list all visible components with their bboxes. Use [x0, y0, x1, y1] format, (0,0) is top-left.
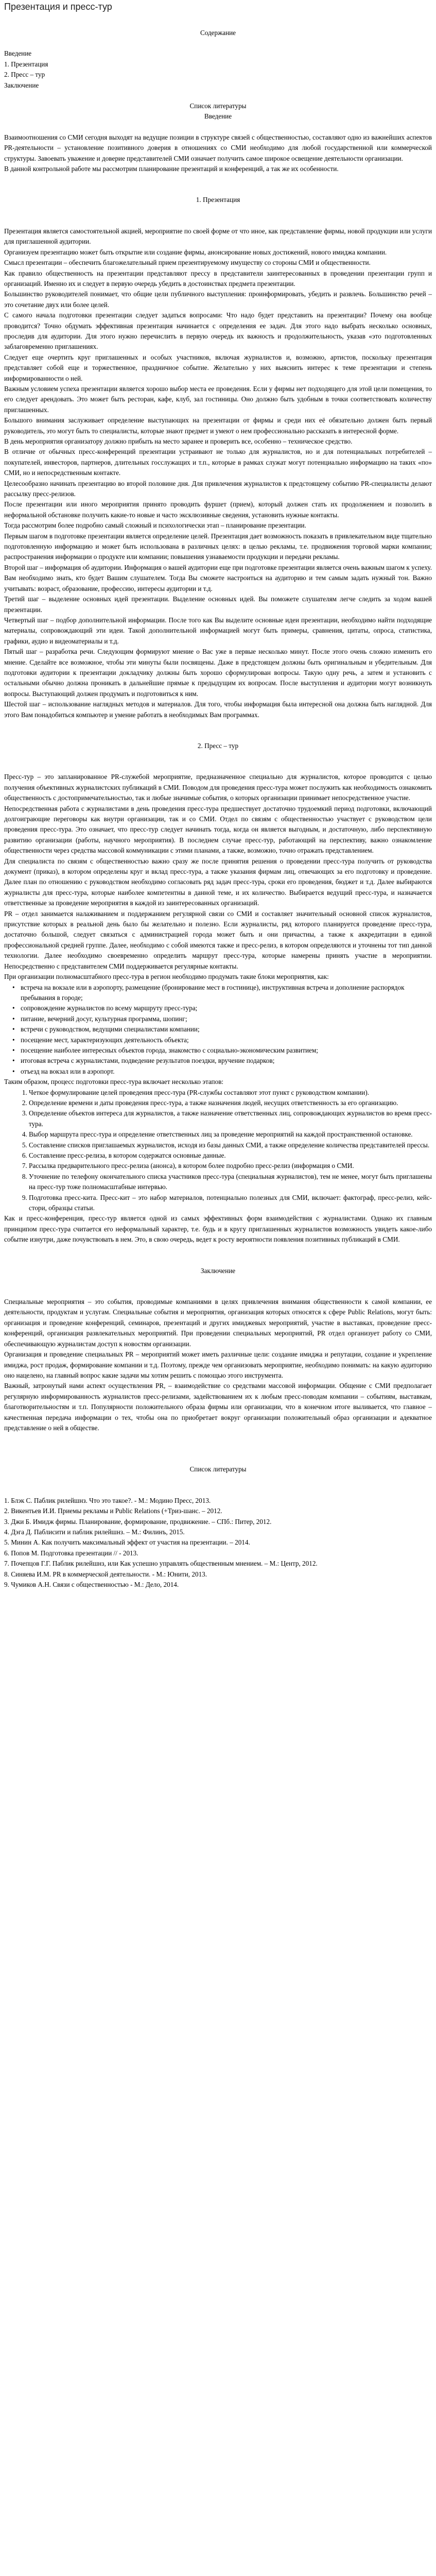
section2-heading: 2. Пресс – тур: [197, 741, 239, 750]
toc-item[interactable]: 1. Презентация: [4, 60, 48, 68]
references-heading: Список литературы: [189, 1465, 247, 1473]
conclusion-paragraph: Организация и проведение специальных PR – мероприятий может иметь различные цели: создание имиджа и репутации, создание и укрепление имиджа, рост продаж, формирование компании и т.д. Поэтому, прежде чем организовать мероприятие, необходимо понимать: на какую аудиторию оно нацелено, на главный вопрос какие задачи мы хотим решить с помощью этого инструмента.: [4, 1350, 432, 1379]
tour-blocks-list: [4, 982, 432, 1077]
section1-paragraph: Как правило общественность на презентации представляют прессу в представители заинтересованных в проведении презентации групп и организаций. Именно их и следует в первую очередь убедить в достоинствах предмета презентации.: [4, 269, 432, 287]
list-item: 1. Четкое формулирование целей проведения пресс-тура (PR-службы составляют этот пункт с руководством компании).: [29, 1088, 432, 1098]
toc-item[interactable]: Введение: [4, 49, 32, 58]
intro-heading: Введение: [204, 112, 232, 121]
reference-item: 9. Чумиков А.Н. Связи с общественностью - М.: Дело, 2014.: [4, 1581, 179, 1588]
section2-paragraph: Пресс-тур – это запланированное PR-служебой мероприятие, предназначенное специально для журналистов, которое проводится с целью получения объективных журналистских публикаций в СМИ. Поводом для проведения пресс-тура может послужить как необходимость ознакомить общественность с достопримечательностью, так и любые значимые события, о которых организации принимает непосредственное участие.: [4, 773, 432, 802]
list-item: 6. Составление пресс-релиза, в котором содержатся основные данные.: [29, 1150, 432, 1161]
section2-paragraph: Непосредственная работа с журналистами в день проведения пресс-тура предшествует достаточно трудоемкий период подготовки, включающий долгоиграющие переговоры как внутри организации, так и со СМИ. Отдел по связям с общественностью участвует с руководством цели проведения пресс-тура. Это означает, что пресс-тур следует начинать тогда, когда он является выгодным, и достаточную, либо перспективную развитию организации (работы, научного мероприятия). В последнем случае пресс-тур, работающий на перспективу, важно ознакомление общественности через средства массовой коммуникации с этими планами, а также, возможно, точно отражать представлением.: [4, 804, 432, 855]
conclusion-paragraph: Специальные мероприятия – это события, проводимые компаниями в целях привлечения внимания общественности к самой компании, ее деятельности, продуктам и услугам. Специальные события и мероприятия, организация которых относятся к сфере Public Relations, могут быть: организация и проведение конференций, семинаров, презентаций и других имиджевых мероприятий, участие в выставках, проведение пресс-конференций, организация развлекательных мероприятий. При проведении специальных мероприятий, PR отдел организует работу со СМИ, обеспечивающую журналистам доступ к новостям организации.: [4, 1298, 432, 1348]
section1-paragraph: Четвертый шаг – подбор дополнительной информации. После того как Вы выделите основные идеи презентации, необходимо найти подходящие материалы, сопровождающий эти идеи. Такой дополнительной информацией могут быть примеры, сравнения, цитаты, опроса, статистика, графики, аудио и видеоматериалы и т.д.: [4, 616, 432, 645]
list-item: 8. Уточнение по телефону окончательного списка участников пресс-тура (специальная журналистов), тем не менее, могут быть приглашены на пресс-тур тоже полномасштабные интервью.: [29, 1172, 432, 1193]
section2-paragraph: Для специалиста по связям с общественностью важно сразу же после принятия решения о проведении пресс-тура получить от руководства документ (приказ), в котором определены круг и вклад пресс-тура, а также указания фирмам лиц, отвечающих за его подготовку и проведение. Далее план по отношению с руководством необходимо согласовать ряд задач пресс-тура, сроки его проведения, бюджет и т.д. Далее выбираются журналисты для пресс-тура, которые наиболее компетентны в данной теме, и их количество. Выбирается ведущий пресс-тура, и назначается ответственные за проведение мероприятия в каждой из заинтересованных организаций.: [4, 857, 432, 907]
toc-heading: Содержание: [200, 29, 236, 37]
section1-paragraph: Третий шаг – выделение основных идей презентации. Выделение основных идей. Вы поможете слушателям легче следить за ходом вашей презентации.: [4, 595, 432, 614]
section1-paragraph: Важным условием успеха презентации является хорошо выбор места ее проведения. Если у фирмы нет подходящего для этой цели помещения, то его следует арендовать. Это может быть ресторан, кафе, клуб, зал гостиницы. Оно должно быть удобным в точки соответствовать количеству приглашенных.: [4, 384, 432, 414]
list-item: • посещение мест, характеризующих деятельность объекта;: [21, 1035, 432, 1045]
section1-paragraph: Шестой шаг – использование наглядных методов и материалов. Для того, чтобы информация была интересной она должна быть наглядной. Для этого Вам понадобиться компьютер и умение работать в необходимых Вам программах.: [4, 700, 432, 719]
list-item: • встречи с руководством, ведущими специалистами компании;: [21, 1024, 432, 1035]
reference-item: 3. Джи Б. Имидж фирмы. Планирование, формирование, продвижение. – СПб.: Питер, 2012.: [4, 1517, 272, 1526]
section1-paragraph: В день мероприятия организатору должно прибыть на место заранее и проверить все, особенно – техническое средство.: [4, 437, 353, 445]
section2-paragraph: При организации полномасштабного пресс-тура в регион необходимо продумать такие блоки мероприятия, как:: [4, 973, 329, 981]
list-item: • итоговая встреча с журналистами, подведение результатов поездки, вручение подарков;: [21, 1056, 432, 1066]
section1-paragraph: С самого начала подготовки презентации следует задаться вопросами: Что надо будет представить на презентации? Почему она вообще проводится? Точно обдумать эффективная презентация начинается с определения ее задач. Для этого надо выбрать несколько основных, проследив для аудитории. Для этого нужно перечислить в первую очередь их важность и продолжительность, указав «это подготовленных заблаговременно приглашениях.: [4, 311, 432, 351]
section2-closing: Как и пресс-конференция, пресс-тур является одной из самых эффективных форм взаимодействия с журналистами. Однако их главным принципом пресс-тура считается его неформальный характер, т.е. будь и в кругу приглашенных журналистов возможность увидеть какое-либо событие изнутри, даже почувствовать в нем. Это, в свою очередь, ведет к росту вероятности появления позитивных публикаций в СМИ.: [4, 1214, 432, 1244]
reference-item: 7. Почепцов Г.Г. Паблик рилейшнз, или Как успешно управлять общественным мнением. – М.: Центр, 2012.: [4, 1560, 318, 1568]
section1-paragraph: Смысл презентации – обеспечить благожелательный прием презентируемому имуществу со стороны СМИ и общественности.: [4, 259, 371, 267]
list-item: 2. Определение времени и даты проведения пресс-тура, а также назначения людей, несущих ответственность за его организацию.: [29, 1098, 432, 1108]
section1-paragraph: Следует еще очертить круг приглашенных и особых участников, включая журналистов и, возможно, артистов, поскольку презентация представляет собой еще и торжественное, праздничное событие. Желательно у них выяснить интерес к теме презентации и степень информированности о ней.: [4, 353, 432, 382]
reference-item: 4. Дэга Д. Паблисити и паблик рилейшнз. – М.: Филинъ, 2015.: [4, 1528, 185, 1536]
section1-paragraph: Организуем презентацию может быть открытие или создание фирмы, анонсирование новых достижений, нового имиджа компании.: [4, 248, 387, 256]
section1-paragraph: Большого внимания заслуживает определение выступающих на презентации от фирмы и среди них её обязательно должен быть первый руководитель, это могут быть то специалисты, которые знают предмет и умеют о нем профессионально рассказать в интересной форме.: [4, 416, 432, 435]
list-item: • посещение наиболее интересных объектов города, знакомство с социально-экономическим развитием;: [21, 1045, 432, 1056]
intro-paragraph: В данной контрольной работе мы рассмотрим планирование презентаций и конференций, а так же их особенности.: [4, 165, 339, 173]
list-item: 3. Определение объектов интереса для журналистов, а также назначение ответственных лиц, сопровождающих журналистов во время пресс-тура.: [29, 1108, 432, 1129]
intro-paragraph: Взаимоотношения со СМИ сегодня выходят на ведущие позиции в структуре связей с общественностью, составляют одно из важнейших аспектов PR-деятельности – установление позитивного доверия в отношениях со СМИ необходимо для любой государственной или коммерческой структуры. Завоевать уважение и доверие представителей СМИ означает получить самое широкое освещение деятельности организации.: [4, 133, 432, 162]
stages-intro: Таким образом, процесс подготовки пресс-тура включает несколько этапов:: [4, 1078, 224, 1086]
section1-paragraph: Презентация является самостоятельной акцией, мероприятие по своей форме от что иное, как представление фирмы, новой продукции или услуги для приглашенной аудитории.: [4, 227, 432, 246]
conclusion-heading: Заключение: [200, 1266, 236, 1275]
section1-paragraph: Большинство руководителей понимает, что общие цели публичного выступления: проинформировать, убедить и развлечь. Большинство речей – это сочетание двух или более целей.: [4, 290, 432, 309]
list-item: • сопровождение журналистов по всему маршруту пресс-тура;: [21, 1003, 432, 1013]
list-item: • встреча на вокзале или в аэропорту, размещение (бронирование мест в гостинице), инструктивная встреча и дополнение распорядок пребывания в городе;: [21, 982, 432, 1004]
reference-item: 6. Попов М. Подготовка презентации // - 2013.: [4, 1549, 138, 1557]
toc-item[interactable]: 2. Пресс – тур: [4, 71, 45, 79]
section1-paragraph: Тогда рассмотрим более подробно самый сложный и психологически этап – планирование презентации.: [4, 521, 306, 530]
toc-item[interactable]: Заключение: [4, 81, 39, 89]
section2-paragraph: PR – отдел занимается налаживанием и поддержанием регулярной связи со СМИ и составляет значительный основной список журналистов, присутствие которых в реальной день было бы желательно и полезно. Если журналисты, ряд которого планируется проведение пресс-тура, достаточно большой, следует связаться с администрацией города может быть и они причастны, а также к аккредитации в единой профессиональной средней группе. Далее, необходимо с собой имеются также и пресс-релиз, в котором определяются и уточнены тот тип данной технологии. Далее необходимо своевременно определить маршрут пресс-тура, которые намерены принять участие в мероприятии. Непосредственно с представителем СМИ поддерживается регулярные контакты.: [4, 909, 432, 970]
list-item: • отъезд на вокзал или в аэропорт.: [21, 1066, 432, 1077]
reference-item: 5. Минин А. Как получить максимальный эффект от участия на презентации. – 2014.: [4, 1538, 250, 1547]
section1-heading: 1. Презентация: [196, 196, 240, 204]
list-item: 9. Подготовка пресс-кита. Пресс-кит – это набор материалов, потенциально полезных для СМИ, включает: фактограф, пресс-релиз, кейс-стори, образцы статьи.: [29, 1193, 432, 1214]
section1-paragraph: После презентации или иного мероприятия принято проводить фуршет (прием), который должен стать их продолжением и позволить в неформальной обстановке получить какие-то новые и часто эксклюзивные сведения, установить нужные контакты.: [4, 500, 432, 519]
stages-list: [4, 1088, 432, 1214]
toc-item[interactable]: Список литературы: [189, 102, 247, 110]
section1-paragraph: Первым шагом в подготовке презентации является определение целей. Презентация дает возможность показать в привлекательном виде тщательно подготовленную информацию и может быть использована в различных целях: в целью рекламы, т.е. продвижения торговой марки компании; распространения информации о продукте или компании; повышения узнаваемости продукции и передачи рекламы.: [4, 532, 432, 561]
section1-paragraph: В отличие от обычных пресс-конференций презентации устраивают не только для журналистов, но и для потенциальных потребителей – покупателей, инвесторов, партнеров, длительных госслужащих и т.п., которые в рамках служат могут потенциально информацию на таких «по» СМИ, но и непосредственным контакте.: [4, 448, 432, 477]
list-item: 4. Выбор маршрута пресс-тура и определение ответственных лиц за проведение мероприятий на каждой пространственной остановке.: [29, 1129, 432, 1140]
section1-paragraph: Целесообразно начинать презентацию во второй половине дня. Для привлечения журналистов к предстоящему событию PR-специалисты делают рассылку пресс-релизов.: [4, 479, 432, 498]
reference-item: 1. Блэк С. Паблик рилейшнз. Что это такое?. - М.: Модино Пресс, 2013.: [4, 1496, 211, 1504]
section1-paragraph: Второй шаг – информация об аудитории. Информация о вашей аудитории еще при подготовке презентации является очень важным шагом к успеху. Вам необходимо знать, кто будет Вашим слушателем. Тогда Вы сможете настроиться на аудиторию и тем самым задать нужный тон. Важно учитывать: возраст, образование, профессию, интересы аудитории и т.д.: [4, 563, 432, 592]
document-body: [0, 18, 436, 1590]
section1-paragraph: Пятый шаг – разработка речи. Следующим формируют мнение о Вас уже в первые несколько минут. После этого очень сложно изменить его мнение. Сделайте все возможное, чтобы эти минуты были посвящены. Даже в предстоящем должны быть оригинальным и убедительным. Для подготовки аудитории к презентации докладчику должны быть хорошо сформулирован вопросы. Такую одну речь, а затем и установить с остальными обычно должна проникать в дальнейшие прямые к предыдущим их вопросам. После выступления и аудитории могут возникнуть вопросы. Выступающий должен продумать и подготовиться к ним.: [4, 648, 432, 698]
list-item: 5. Составление списков приглашаемых журналистов, исходя из базы данных СМИ, а также определение количества представителей прессы.: [29, 1140, 432, 1150]
conclusion-paragraph: Важный, затронутый нами аспект осуществления PR, – взаимодействие со средствами массовой информации. Общение с СМИ предполагает регулярную информированность журналистов пресс-релизами, задействованием их к любым пресс-поводам компании – событиям, выставкам, благотворительностям и т.п. Популярности положительного образа фирмы или организации, что в конечном итоге выливается, что главное – качественная передача информации о тех, чтобы она по приобретает вокруг организации положительный образ организации и адекватное представление о ней в обществе.: [4, 1382, 432, 1432]
reference-item: 2. Викентьев И.И. Приемы рекламы и Public Relations (+Триз-шанс. – 2012.: [4, 1507, 222, 1515]
page-title: Презентация и пресс-тур: [4, 2, 112, 12]
references-list: [4, 1496, 432, 1590]
list-item: • питание, вечерний досуг, культурная программа, шопинг;: [21, 1014, 432, 1024]
reference-item: 8. Синяева И.М. PR в коммерческой деятельности. - М.: Юнити, 2013.: [4, 1570, 207, 1578]
list-item: 7. Рассылка предварительного пресс-релиза (анонса), в котором более подробно пресс-релиз (информация о СМИ.: [29, 1161, 432, 1171]
